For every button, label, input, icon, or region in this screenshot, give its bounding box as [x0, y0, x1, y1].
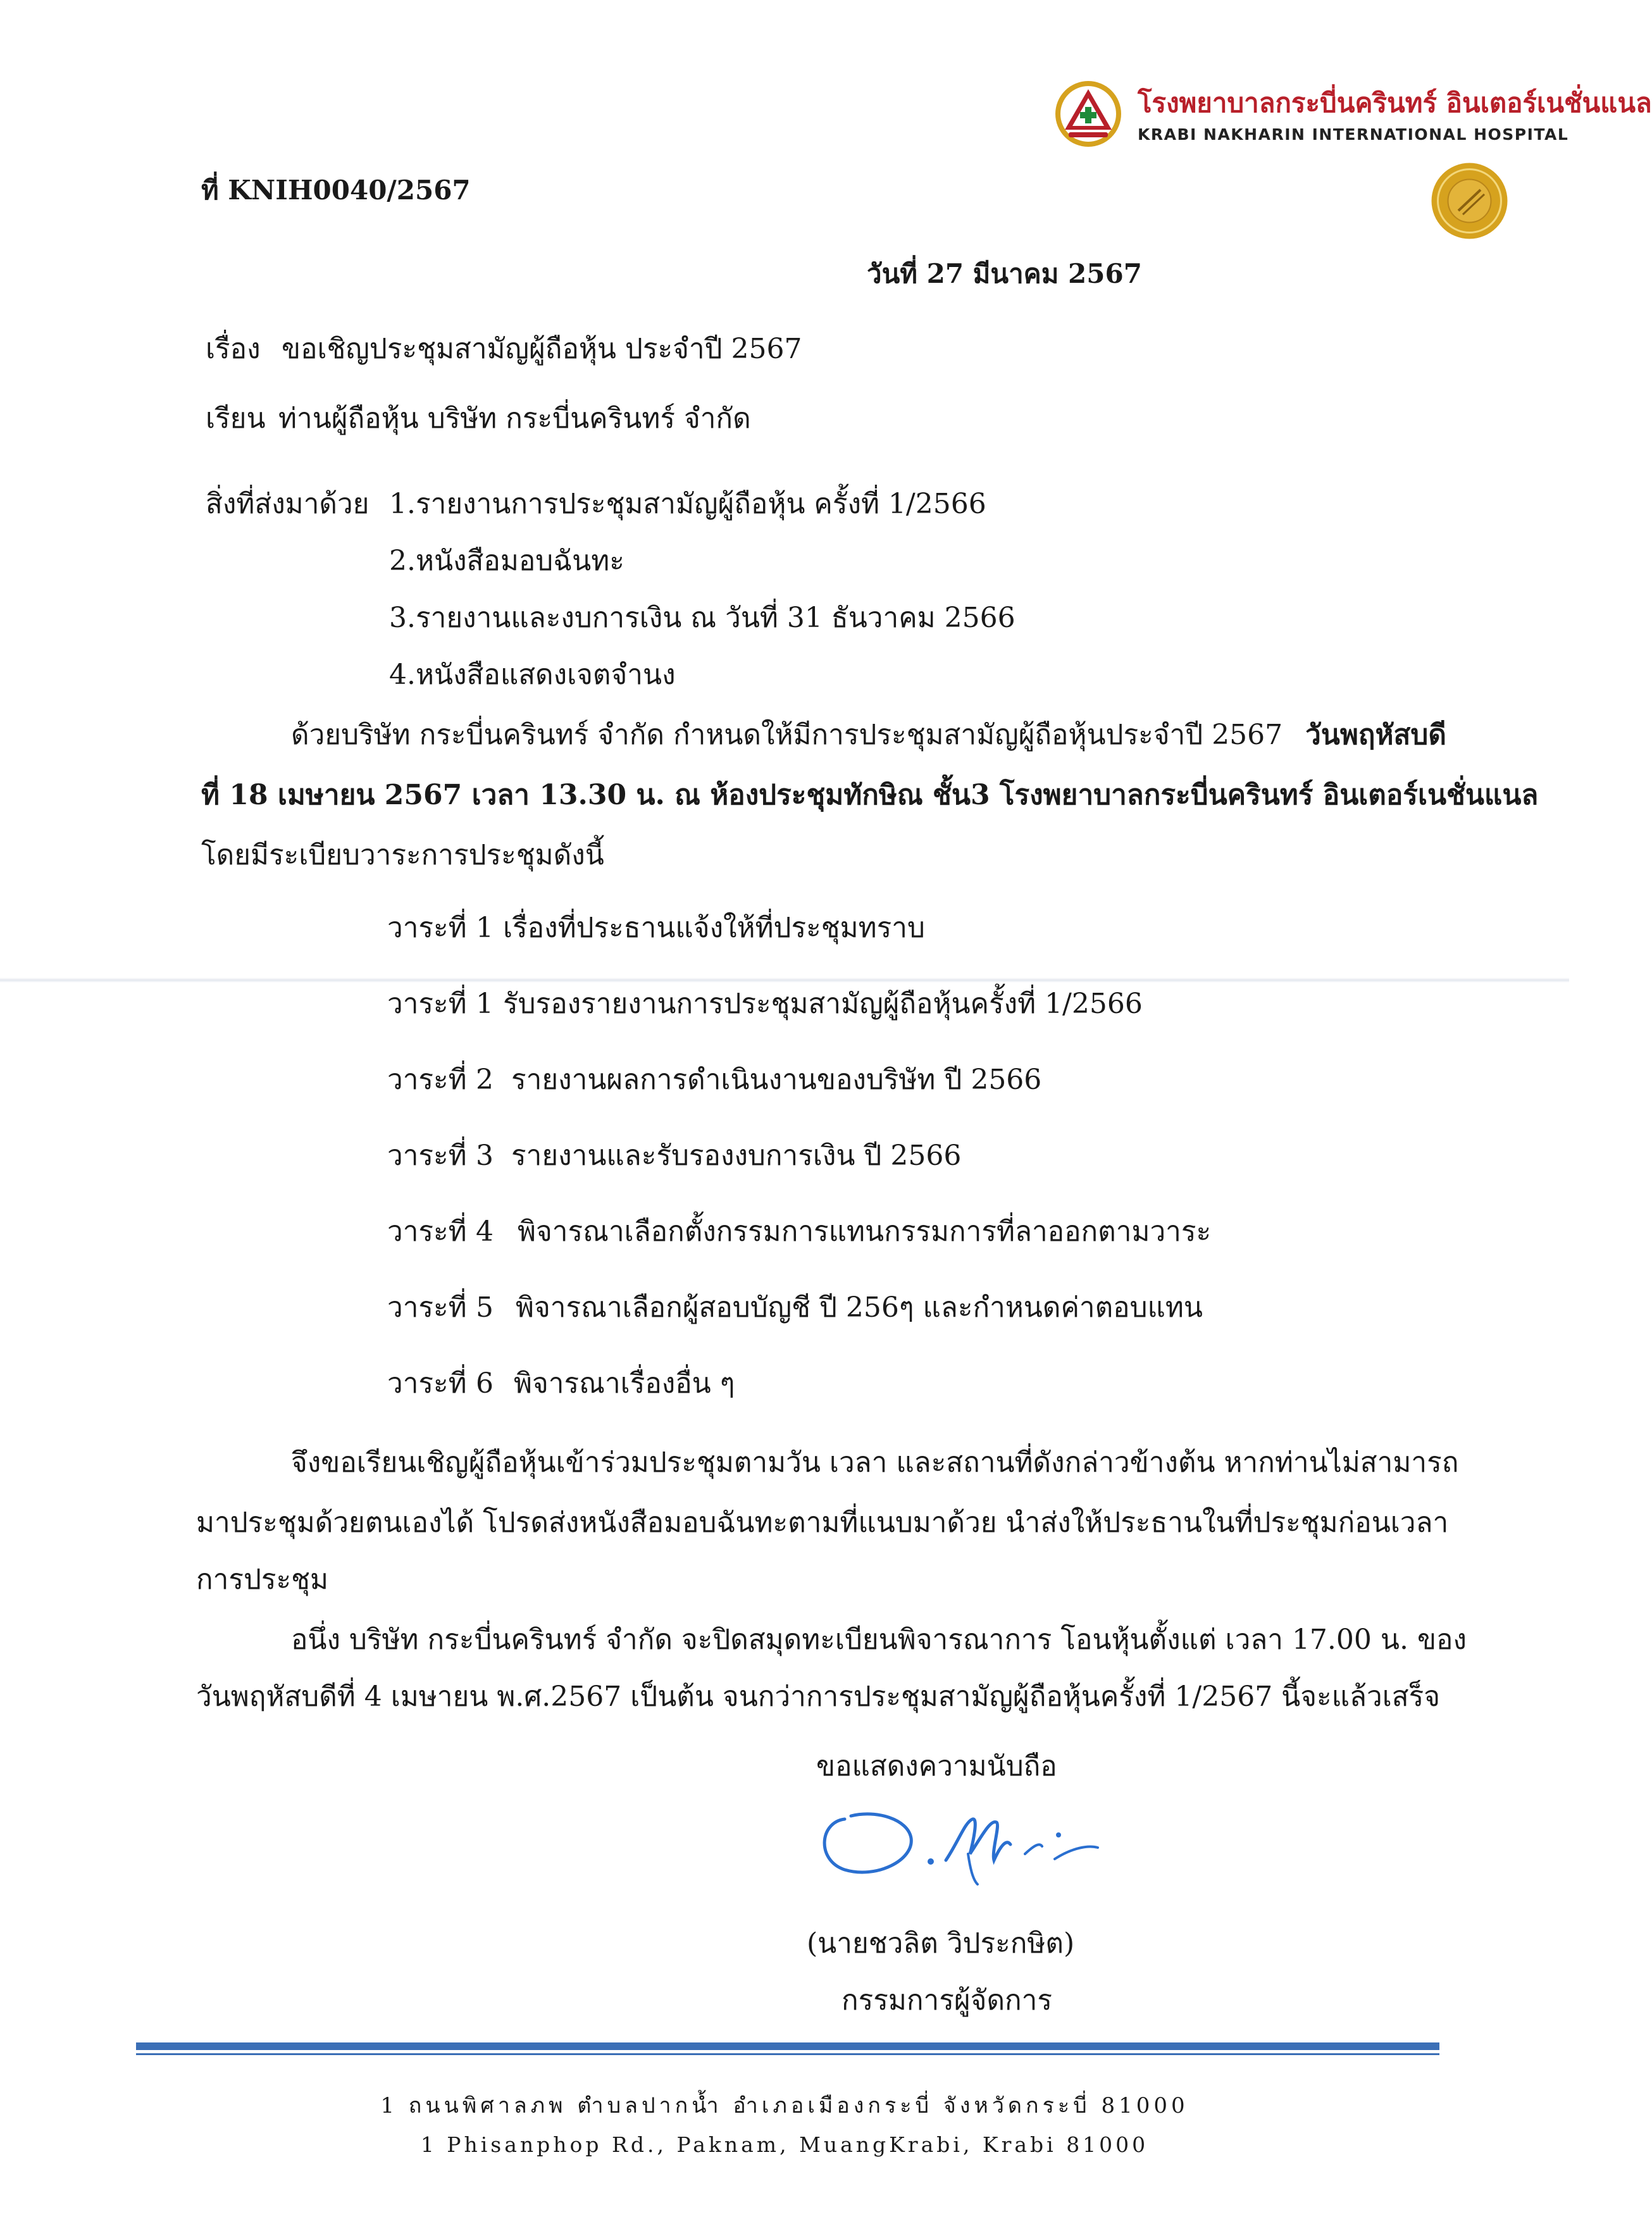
- enclosure-item: 3.รายงานและงบการเงิน ณ วันที่ 31 ธันวาคม 2566: [389, 602, 1015, 634]
- agenda-label: วาระที่: [387, 1367, 467, 1400]
- hospital-name-english: KRABI NAKHARIN INTERNATIONAL HOSPITAL: [1138, 125, 1569, 144]
- agenda-label: วาระที่: [387, 1064, 467, 1096]
- agenda-number: 4: [476, 1215, 494, 1248]
- accreditation-seal-icon: [1430, 161, 1509, 240]
- signer-title: กรรมการผู้จัดการ: [842, 1984, 1053, 2017]
- addressee-label: เรียน: [206, 402, 266, 435]
- subject-value: ขอเชิญประชุมสามัญผู้ถือหุ้น ประจำปี 2567: [282, 333, 802, 365]
- agenda-item-text: รายงานและรับรองงบการเงิน ปี 2566: [511, 1140, 962, 1172]
- footer-divider: [136, 2042, 1439, 2050]
- agenda-label: วาระที่: [387, 1140, 467, 1172]
- footer-address-english: 1 Phisanphop Rd., Paknam, MuangKrabi, Krabi 81000: [420, 2132, 1149, 2157]
- agenda-number: 6: [476, 1367, 494, 1400]
- document-date: วันที่ 27 มีนาคม 2567: [867, 258, 1142, 289]
- closure-notice-line: อนึ่ง บริษัท กระบี่นครินทร์ จำกัด จะปิดสมุดทะเบียนพิจารณาการ โอนหุ้นตั้งแต่ เวลา 17.00 น. ของ: [291, 1624, 1467, 1656]
- agenda-number: 1: [476, 988, 494, 1020]
- invitation-line: การประชุม: [196, 1563, 329, 1596]
- agenda-number: 3: [476, 1140, 494, 1172]
- enclosure-item: 4.หนังสือแสดงเจตจำนง: [389, 659, 676, 691]
- agenda-item-text: พิจารณาเรื่องอื่น ๆ: [514, 1367, 735, 1400]
- agenda-number: 2: [476, 1064, 494, 1096]
- hospital-name-thai: โรงพยาบาลกระบี่นครินทร์ อินเตอร์เนชั่นแนล: [1138, 87, 1652, 118]
- agenda-item-text: พิจารณาเลือกผู้สอบบัญชี ปี 256ๆ และกำหนดค่าตอบแทน: [516, 1291, 1203, 1324]
- enclosure-item: 2.หนังสือมอบฉันทะ: [389, 545, 624, 577]
- agenda-number: 5: [476, 1291, 494, 1324]
- agenda-item-text: เรื่องที่ประธานแจ้งให้ที่ประชุมทราบ: [503, 912, 925, 944]
- closure-notice-line: วันพฤหัสบดีที่ 4 เมษายน พ.ศ.2567 เป็นต้น จนกว่าการประชุมสามัญผู้ถือหุ้นครั้งที่ 1/2567 นี้จะแล้วเสร็จ: [196, 1681, 1441, 1713]
- enclosure-item: 1.รายงานการประชุมสามัญผู้ถือหุ้น ครั้งที่ 1/2566: [389, 488, 986, 520]
- footer-address-thai: 1 ถนนพิศาลภพ ตำบลปากน้ำ อำเภอเมืองกระบี่ จังหวัดกระบี่ 81000: [380, 2093, 1189, 2118]
- meeting-weekday: วันพฤหัสบดี: [1305, 719, 1446, 751]
- intro-text: ด้วยบริษัท กระบี่นครินทร์ จำกัด กำหนดให้มีการประชุมสามัญผู้ถือหุ้นประจำปี 2567: [291, 719, 1283, 751]
- agenda-item-text: รับรองรายงานการประชุมสามัญผู้ถือหุ้นครั้งที่ 1/2566: [503, 988, 1143, 1020]
- subject-label: เรื่อง: [206, 333, 261, 365]
- closing-salutation: ขอแสดงความนับถือ: [816, 1750, 1057, 1782]
- invitation-line: มาประชุมด้วยตนเองได้ โปรดส่งหนังสือมอบฉันทะตามที่แนบมาด้วย นำส่งให้ประธานในที่ประชุมก่อนเวลา: [196, 1507, 1449, 1539]
- scan-streak: [0, 978, 1569, 983]
- meeting-datetime-venue: ที่ 18 เมษายน 2567 เวลา 13.30 น. ณ ห้องประชุมทักษิณ ชั้น3 โรงพยาบาลกระบี่นครินทร์ อินเตอร์เนชั่นแนล: [201, 779, 1539, 811]
- intro-paragraph-line: [291, 721, 1446, 749]
- signer-name: (นายชวลิต วิประกษิต): [807, 1927, 1075, 1960]
- invitation-line: จึงขอเรียนเชิญผู้ถือหุ้นเข้าร่วมประชุมตามวัน เวลา และสถานที่ดังกล่าวข้างต้น หากท่านไม่สามารถ: [291, 1446, 1459, 1479]
- agenda-label: วาระที่: [387, 1291, 467, 1324]
- agenda-item-text: รายงานผลการดำเนินงานของบริษัท ปี 2566: [511, 1064, 1042, 1096]
- hospital-emblem-icon: [1053, 79, 1123, 149]
- handwritten-signature: [807, 1784, 1104, 1892]
- agenda-label: วาระที่: [387, 912, 467, 944]
- agenda-item-text: พิจารณาเลือกตั้งกรรมการแทนกรรมการที่ลาออกตามวาระ: [518, 1215, 1212, 1248]
- agenda-intro-text: โดยมีระเบียบวาระการประชุมดังนี้: [201, 839, 604, 871]
- agenda-number: 1: [476, 912, 494, 944]
- enclosures-label: สิ่งที่ส่งมาด้วย: [206, 488, 370, 520]
- agenda-label: วาระที่: [387, 1215, 467, 1248]
- document-reference-number: ที่ KNIH0040/2567: [201, 175, 471, 206]
- footer-divider-thin: [136, 2053, 1439, 2055]
- agenda-label: วาระที่: [387, 988, 467, 1020]
- addressee-value: ท่านผู้ถือหุ้น บริษัท กระบี่นครินทร์ จำกัด: [278, 402, 751, 435]
